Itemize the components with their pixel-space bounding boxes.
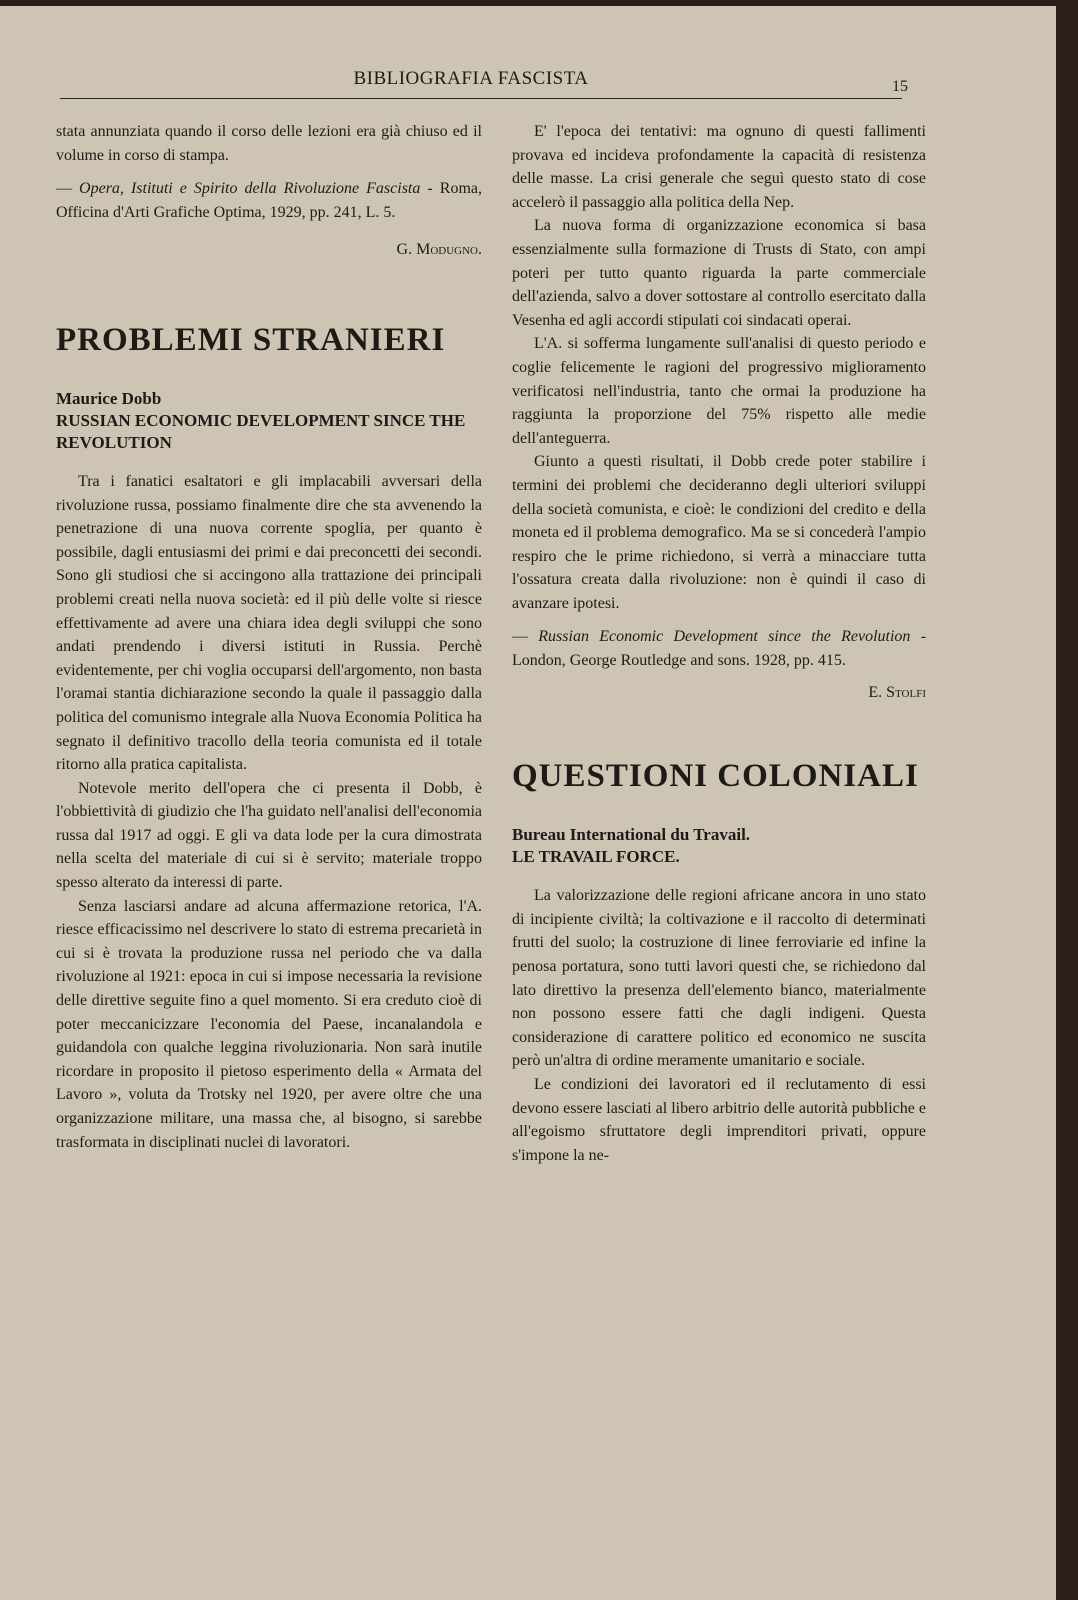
review-1-paragraph-6: L'A. si sofferma lungamente sull'analisi di questo periodo e coglie felicemente le ragioni del progressivo miglioramento verificatosi nell'industria, tanto che ormai la produzione ha raggiunta la proporzione del 75% rispetto alle medie dell'anteguerra. (512, 335, 926, 447)
review-1-paragraph-3: Senza lasciarsi andare ad alcuna affermazione retorica, l'A. riesce efficacissimo nel descrivere lo stato di estrema precarietà in cui si è trovata la produzione russa nel periodo che va dalla rivoluzione al 1921: epoca in cui si impose necessaria la revisione delle direttive seguite fino a quel momento. Si era creduto cioè di poter meccanicizzare l'economia del Paese, incanalandola e guidandola con qualche leggina rivoluzionaria. Non sarà inutile ricordare in proposito il pietoso esperimento della « Armata del Lavoro », voluta da Trotsky nel 1920, per avere oltre che una organizzazione militare, una massa che, al bisogno, si sarebbe trasformata in disciplinati nuclei di lavoratori. (56, 897, 482, 1151)
review-2-title: LE TRAVAIL FORCE. (512, 847, 680, 867)
running-header (40, 64, 908, 108)
review-1-paragraph-7: Giunto a questi risultati, il Dobb crede poter stabilire i termini dei problemi che decideranno degli ulteriori sviluppi della società comunista, e cioè: le condizioni del credito e della moneta ed il problema demografico. Ma se si concederà l'ampio respiro che le prime richiedono, si verrà a minacciare tutta l'ossatura creata dalla rivoluzione: non è quindi il caso di avanzare ipotesi. (512, 453, 926, 612)
signature-2: E. Stolfi (868, 683, 926, 701)
review-2-paragraph-1: La valorizzazione delle regioni africane ancora in uno stato di incipiente civiltà; la coltivazione e il raccolto di determinati frutti del suolo; la costruzione di linee ferroviarie ed infine la penosa portatura, sono tutti lavori questi che, se richiedono dal lato direttivo la presenza dell'elemento bianco, materialmente non possono essere fatti che dagli indigeni. Questa considerazione di carattere politico ed economico ne suscita però un'altra di ordine meramente umanitario e sociale. (512, 887, 926, 1070)
review-2-paragraph-2: Le condizioni dei lavoratori ed il reclutamento di essi devono essere lasciati al libero arbitrio delle autorità pubbliche e all'egoismo sfruttatore degli imprenditori privati, oppure s'impone la ne- (512, 1076, 926, 1164)
header-rule (60, 98, 902, 99)
citation-2-title: Russian Economic Development since the Revolution (538, 628, 911, 646)
review-1-paragraph-4: E' l'epoca dei tentativi: ma ognuno di questi fallimenti provava ed incideva profondamente la capacità di resistenza delle masse. La crisi generale che seguì questo stato di cose accelerò il passaggio alla politica della Nep. (512, 123, 926, 211)
review-1-author: Maurice Dobb (56, 388, 162, 408)
left-column (56, 120, 482, 1154)
citation-2-prefix: — (512, 628, 539, 646)
citation-2-rest: - London, George Routledge and sons. 1928, pp. 415. (512, 628, 927, 670)
review-1-title: RUSSIAN ECONOMIC DEVELOPMENT SINCE THE REVOLUTION (56, 410, 466, 452)
page-number: 15 (892, 78, 908, 95)
citation-1 (56, 177, 482, 224)
section-heading-questioni-coloniali: QUESTIONI COLONIALI (512, 758, 919, 795)
citation-1-rest: - Roma, Officina d'Arti Grafiche Optima, 1929, pp. 241, L. 5. (56, 180, 483, 221)
running-title: BIBLIOGRAFIA FASCISTA (353, 68, 589, 89)
binding-edge (1056, 0, 1078, 1600)
review-1-paragraph-1: Tra i fanatici esaltatori e gli implacabili avversari della rivoluzione russa, possiamo finalmente dire che sta avvenendo la penetrazione di una nuova corrente spoglia, per quanto è possibile, dagli entusiasmi dei primi e dai preconcetti dei secondi. Sono gli studiosi che si accingono alla trattazione dei principali problemi creati nella nuova società: ed il più delle volte si riesce effettivamente ad avere una chiara idea degli sviluppi che sono andati prendendo i diversi istituti in Russia. Perchè evidentemente, per chi voglia occuparsi dell'argomento, non basta l'oramai stantia dichiarazione secondo la quale il passaggio dalla politica del comunismo integrale alla Nuova Economia Politica ha segnato il definitivo tracollo della teoria comunista ed il totale ritorno alla pratica capitalista. (56, 472, 482, 774)
intro-paragraph: stata annunziata quando il corso delle lezioni era già chiuso ed il volume in corso di stampa. (56, 123, 482, 164)
top-edge (0, 0, 1078, 6)
signature-1: G. Modugno. (396, 241, 482, 259)
citation-1-title: Opera, Istituti e Spirito della Rivoluzione Fascista (79, 180, 421, 198)
citation-2 (512, 625, 926, 672)
review-1-paragraph-5: La nuova forma di organizzazione economica si basa essenzialmente sulla formazione di Trusts di Stato, con ampi poteri per tutto quanto riguarda la parte commerciale dell'azienda, salvo a dover sottostare al controllo esercitato dalla Vesenha ed agli accordi stipulati coi sindacati operai. (512, 217, 926, 329)
right-column (512, 120, 926, 1167)
review-1-paragraph-2: Notevole merito dell'opera che ci presenta il Dobb, è l'obbiettività di giudizio che l'ha guidato nell'analisi dell'economia russa dal 1917 ad oggi. E gli va data lode per la cura dimostrata nella scelta del materiale di cui si è servito; materiale troppo spesso alterato da interessi di parte. (56, 779, 482, 892)
citation-1-prefix: — (56, 180, 80, 198)
section-heading-problemi-stranieri: PROBLEMI STRANIERI (56, 321, 446, 358)
review-2-author: Bureau International du Travail. (512, 825, 751, 845)
